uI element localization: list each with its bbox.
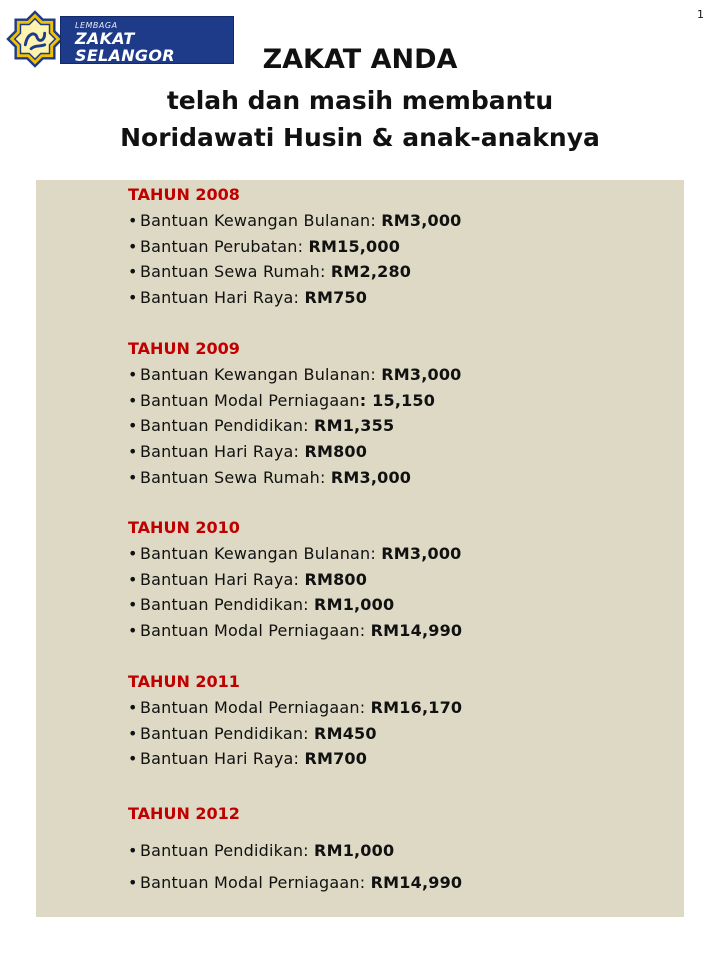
item-label: Bantuan Kewangan Bulanan: [140,211,382,230]
item-amount: RM2,280 [330,262,412,282]
year-heading: TAHUN 2009 [128,339,240,358]
title-line-1: telah dan masih membantu [166,86,554,115]
year-section-2008 [128,182,462,311]
list-item: • Bantuan Kewangan Bulanan: RM3,000 [128,365,462,384]
list-item: • Bantuan Hari Raya: RM800 [128,569,368,589]
item-amount: RM14,990 [370,873,463,892]
list-item: • Bantuan Modal Perniagaan: RM14,990 [128,621,463,641]
year-heading: TAHUN 2008 [128,185,240,204]
item-label: Bantuan Modal Perniagaan [140,390,360,410]
page-title: ZAKAT ANDA [262,44,458,75]
item-amount: RM3,000 [381,211,462,230]
item-amount: RM16,170 [370,698,463,717]
year-heading: TAHUN 2012 [128,804,240,823]
item-label: Bantuan Hari Raya: [140,569,305,589]
list-item: • Bantuan Kewangan Bulanan: RM3,000 [128,211,462,230]
year-section-2012 [128,801,462,899]
item-amount: : 15,150 [359,390,436,410]
list-item: • Bantuan Perubatan: RM15,000 [128,236,401,256]
logo-name: ZAKAT SELANGOR [75,29,175,65]
item-label: Bantuan Pendidikan: [140,723,315,743]
item-amount: RM750 [304,288,368,308]
item-label: Bantuan Perubatan: [140,236,309,256]
item-label: Bantuan Kewangan Bulanan: [140,544,382,563]
year-section-2009 [128,336,462,491]
item-label: Bantuan Hari Raya: [140,749,305,769]
item-amount: RM700 [304,749,368,769]
item-label: Bantuan Sewa Rumah: [140,262,331,282]
list-item: • Bantuan Sewa Rumah: RM3,000 [128,467,412,487]
list-item: • Bantuan Pendidikan: RM1,000 [128,841,395,860]
list-item: • Bantuan Pendidikan: RM1,355 [128,416,395,436]
item-label: Bantuan Hari Raya: [140,288,305,308]
year-section-2010 [128,515,462,644]
list-item: • Bantuan Modal Perniagaan: 15,150 [128,390,436,410]
item-amount: RM3,000 [330,467,412,487]
item-label: Bantuan Modal Perniagaan: [140,698,371,717]
item-label: Bantuan Pendidikan: [140,841,315,860]
list-item: • Bantuan Modal Perniagaan: RM14,990 [128,873,463,892]
item-label: Bantuan Hari Raya: [140,442,305,462]
item-amount: RM800 [304,569,368,589]
item-label: Bantuan Sewa Rumah: [140,467,331,487]
item-amount: RM14,990 [370,621,463,641]
list-item: • Bantuan Pendidikan: RM450 [128,723,377,743]
item-label: Bantuan Modal Perniagaan: [140,621,371,641]
list-item: • Bantuan Pendidikan: RM1,000 [128,595,395,615]
item-amount: RM450 [314,723,377,743]
page-number: 1 [697,8,704,21]
year-heading: TAHUN 2011 [128,672,240,691]
item-label: Bantuan Pendidikan: [140,416,315,436]
list-item: • Bantuan Kewangan Bulanan: RM3,000 [128,544,462,563]
list-item: • Bantuan Hari Raya: RM800 [128,442,368,462]
item-amount: RM800 [304,442,368,462]
item-amount: RM1,355 [314,416,395,436]
item-amount: RM15,000 [308,236,401,256]
item-label: Bantuan Modal Perniagaan: [140,873,371,892]
item-amount: RM3,000 [381,365,462,384]
logo-subtitle: LEMBAGA [75,21,118,30]
item-label: Bantuan Pendidikan: [140,595,315,615]
list-item: • Bantuan Modal Perniagaan: RM16,170 [128,698,463,717]
year-section-2011 [128,669,462,772]
logo-tagline: MAJLIS AGAMA ISLAM SELANGOR [75,65,197,73]
item-label: Bantuan Kewangan Bulanan: [140,365,382,384]
title-line-2: Noridawati Husin & anak-anaknya [120,123,600,152]
list-item: • Bantuan Sewa Rumah: RM2,280 [128,262,412,282]
list-item: • Bantuan Hari Raya: RM750 [128,288,368,308]
year-heading: TAHUN 2010 [128,518,240,537]
item-amount: RM1,000 [314,841,395,860]
list-item: • Bantuan Hari Raya: RM700 [128,749,368,769]
item-amount: RM1,000 [314,595,395,615]
assistance-summary-box [36,180,684,917]
item-amount: RM3,000 [381,544,462,563]
